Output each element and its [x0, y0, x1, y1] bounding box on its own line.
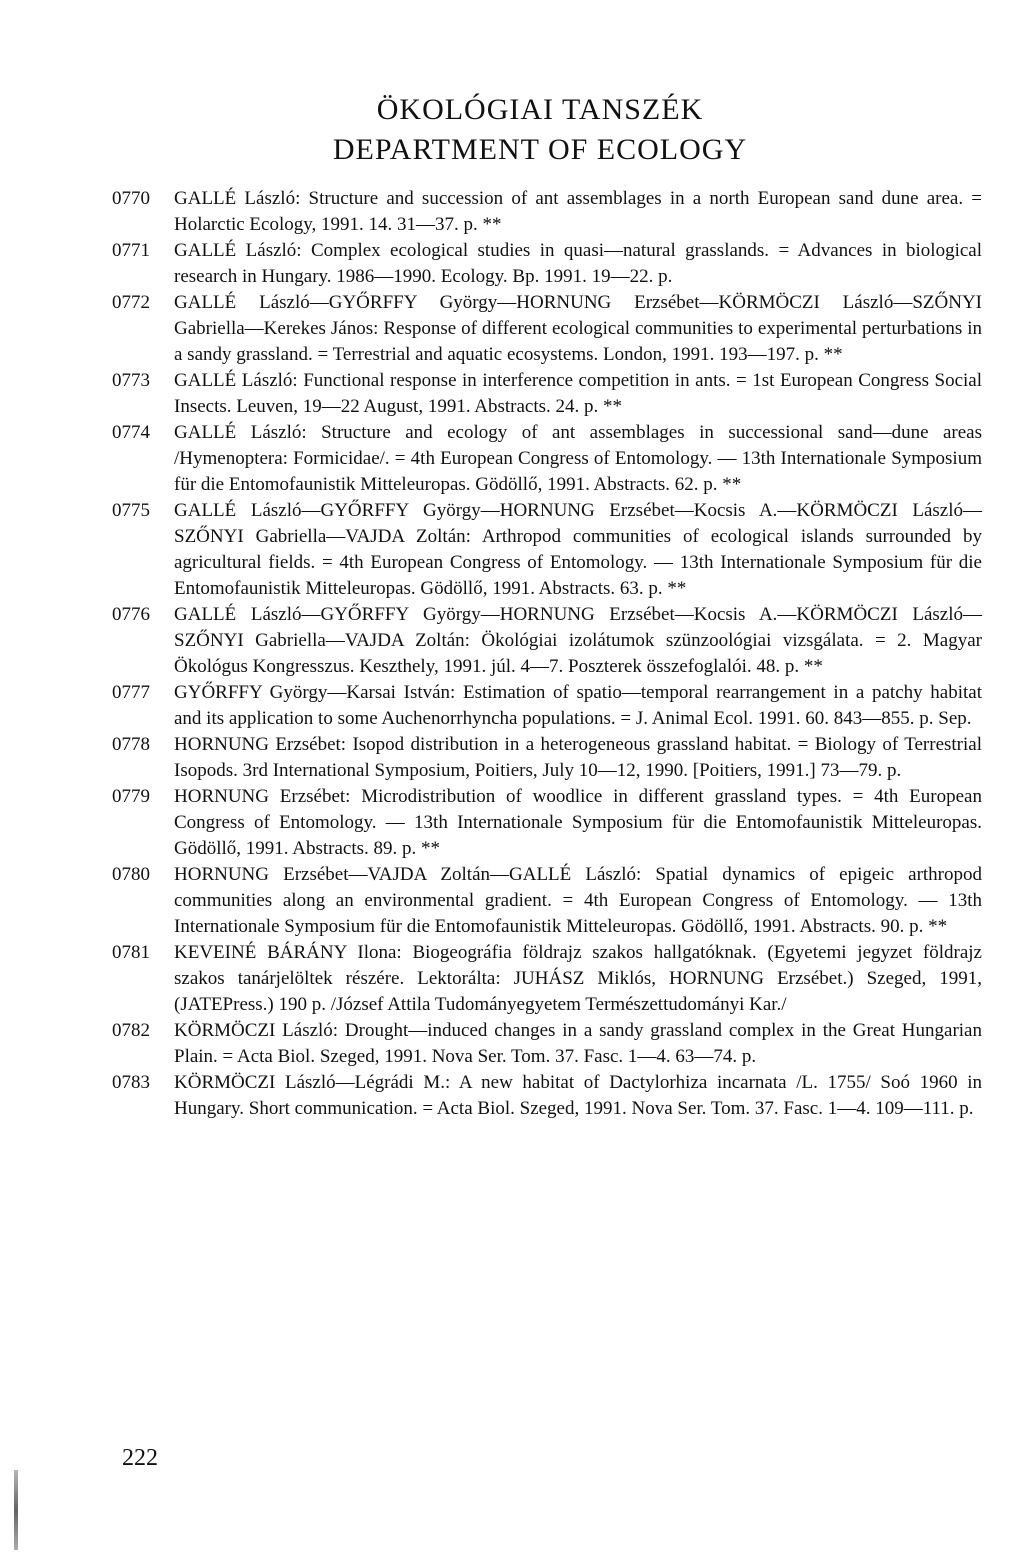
entry-number: 0778	[112, 734, 150, 755]
entry-text: GALLÉ László: Structure and ecology of ant assemblages in successional sand—dune areas /Hymenoptera: Formicidae/. = 4th European Congress of Entomology. — 13th Internationale Symposium für die Entomofaunistik Mitteleuropas. Gödöllő, 1991. Abstracts. 62. p. **	[174, 422, 982, 495]
bibliography-entry	[112, 498, 982, 602]
entry-number: 0775	[112, 500, 150, 521]
bibliography-entry	[112, 680, 982, 732]
entry-number: 0776	[112, 604, 150, 625]
bibliography-entry	[112, 862, 982, 940]
page-number: 222	[122, 1445, 158, 1471]
entry-text: GYŐRFFY György—Karsai István: Estimation of spatio—temporal rearrangement in a patchy habitat and its application to some Auchenorrhyncha populations. = J. Animal Ecol. 1991. 60. 843—855. p. Sep.	[174, 682, 982, 729]
bibliography-entry	[112, 290, 982, 368]
entry-text: GALLÉ László—GYŐRFFY György—HORNUNG Erzsébet—KÖRMÖCZI László—SZŐNYI Gabriella—Kerekes János: Response of different ecological communities to experimental perturbations in a sandy grassland. = Terrestrial and aquatic ecosystems. London, 1991. 193—197. p. **	[174, 292, 982, 365]
entry-text: KEVEINÉ BÁRÁNY Ilona: Biogeográfia földrajz szakos hallgatóknak. (Egyetemi jegyzet földrajz szakos tanárjelöltek részére. Lektorálta: JUHÁSZ Miklós, HORNUNG Erzsébet.) Szeged, 1991, (JATEPress.) 190 p. /József Attila Tudományegyetem Természettudományi Kar./	[174, 942, 982, 1015]
entry-text: GALLÉ László—GYŐRFFY György—HORNUNG Erzsébet—Kocsis A.—KÖRMÖCZI László—SZŐNYI Gabriella—VAJDA Zoltán: Arthropod communities of ecological islands surrounded by agricultural fields. = 4th European Congress of Entomology. — 13th Internationale Symposium für die Entomofaunistik Mitteleuropas. Gödöllő, 1991. Abstracts. 63. p. **	[174, 500, 982, 599]
entry-number: 0780	[112, 864, 150, 885]
entry-text: GALLÉ László: Functional response in interference competition in ants. = 1st European Congress Social Insects. Leuven, 19—22 August, 1991. Abstracts. 24. p. **	[174, 370, 982, 417]
entry-number: 0774	[112, 422, 150, 443]
scan-binding-mark	[14, 1470, 18, 1550]
entry-text: GALLÉ László: Complex ecological studies in quasi—natural grasslands. = Advances in biological research in Hungary. 1986—1990. Ecology. Bp. 1991. 19—22. p.	[174, 240, 982, 287]
bibliography-entry	[112, 420, 982, 498]
bibliography-entry	[112, 940, 982, 1018]
entry-text: KÖRMÖCZI László—Légrádi M.: A new habitat of Dactylorhiza incarnata /L. 1755/ Soó 1960 in Hungary. Short communication. = Acta Biol. Szeged, 1991. Nova Ser. Tom. 37. Fasc. 1—4. 109—111. p.	[174, 1072, 982, 1119]
entry-number: 0782	[112, 1020, 150, 1041]
bibliography-entry	[112, 602, 982, 680]
entry-text: HORNUNG Erzsébet—VAJDA Zoltán—GALLÉ László: Spatial dynamics of epigeic arthropod communities along an environmental gradient. = 4th European Congress of Entomology. — 13th Internationale Symposium für die Entomofaunistik Mitteleuropas. Gödöllő, 1991. Abstracts. 90. p. **	[174, 864, 982, 937]
bibliography-entry	[112, 368, 982, 420]
bibliography-entry	[112, 186, 982, 238]
entry-number: 0772	[112, 292, 150, 313]
bibliography-list	[112, 186, 982, 1122]
bibliography-entry	[112, 732, 982, 784]
entry-text: KÖRMÖCZI László: Drought—induced changes in a sandy grassland complex in the Great Hungarian Plain. = Acta Biol. Szeged, 1991. Nova Ser. Tom. 37. Fasc. 1—4. 63—74. p.	[174, 1020, 982, 1067]
entry-number: 0770	[112, 188, 150, 209]
entry-text: HORNUNG Erzsébet: Microdistribution of woodlice in different grassland types. = 4th European Congress of Entomology. — 13th Internationale Symposium für die Entomofaunistik Mitteleuropas. Gödöllő, 1991. Abstracts. 89. p. **	[174, 786, 982, 859]
bibliography-entry	[112, 1070, 982, 1122]
bibliography-entry	[112, 1018, 982, 1070]
entry-text: GALLÉ László: Structure and succession of ant assemblages in a north European sand dune area. = Holarctic Ecology, 1991. 14. 31—37. p. **	[174, 188, 982, 235]
entry-number: 0779	[112, 786, 150, 807]
entry-text: GALLÉ László—GYŐRFFY György—HORNUNG Erzsébet—Kocsis A.—KÖRMÖCZI László—SZŐNYI Gabriella—VAJDA Zoltán: Ökológiai izolátumok szünzoológiai vizsgálata. = 2. Magyar Ökológus Kongresszus. Keszthely, 1991. júl. 4—7. Poszterek összefoglalói. 48. p. **	[174, 604, 982, 677]
entry-number: 0777	[112, 682, 150, 703]
entry-number: 0781	[112, 942, 150, 963]
page-title-english: DEPARTMENT OF ECOLOGY	[332, 133, 748, 166]
entry-number: 0771	[112, 240, 150, 261]
page-title-hungarian: ÖKOLÓGIAI TANSZÉK	[376, 93, 704, 126]
entry-number: 0783	[112, 1072, 150, 1093]
entry-text: HORNUNG Erzsébet: Isopod distribution in a heterogeneous grassland habitat. = Biology of Terrestrial Isopods. 3rd International Symposium, Poitiers, July 10—12, 1990. [Poitiers, 1991.] 73—79. p.	[174, 734, 982, 781]
bibliography-entry	[112, 238, 982, 290]
entry-number: 0773	[112, 370, 150, 391]
bibliography-entry	[112, 784, 982, 862]
